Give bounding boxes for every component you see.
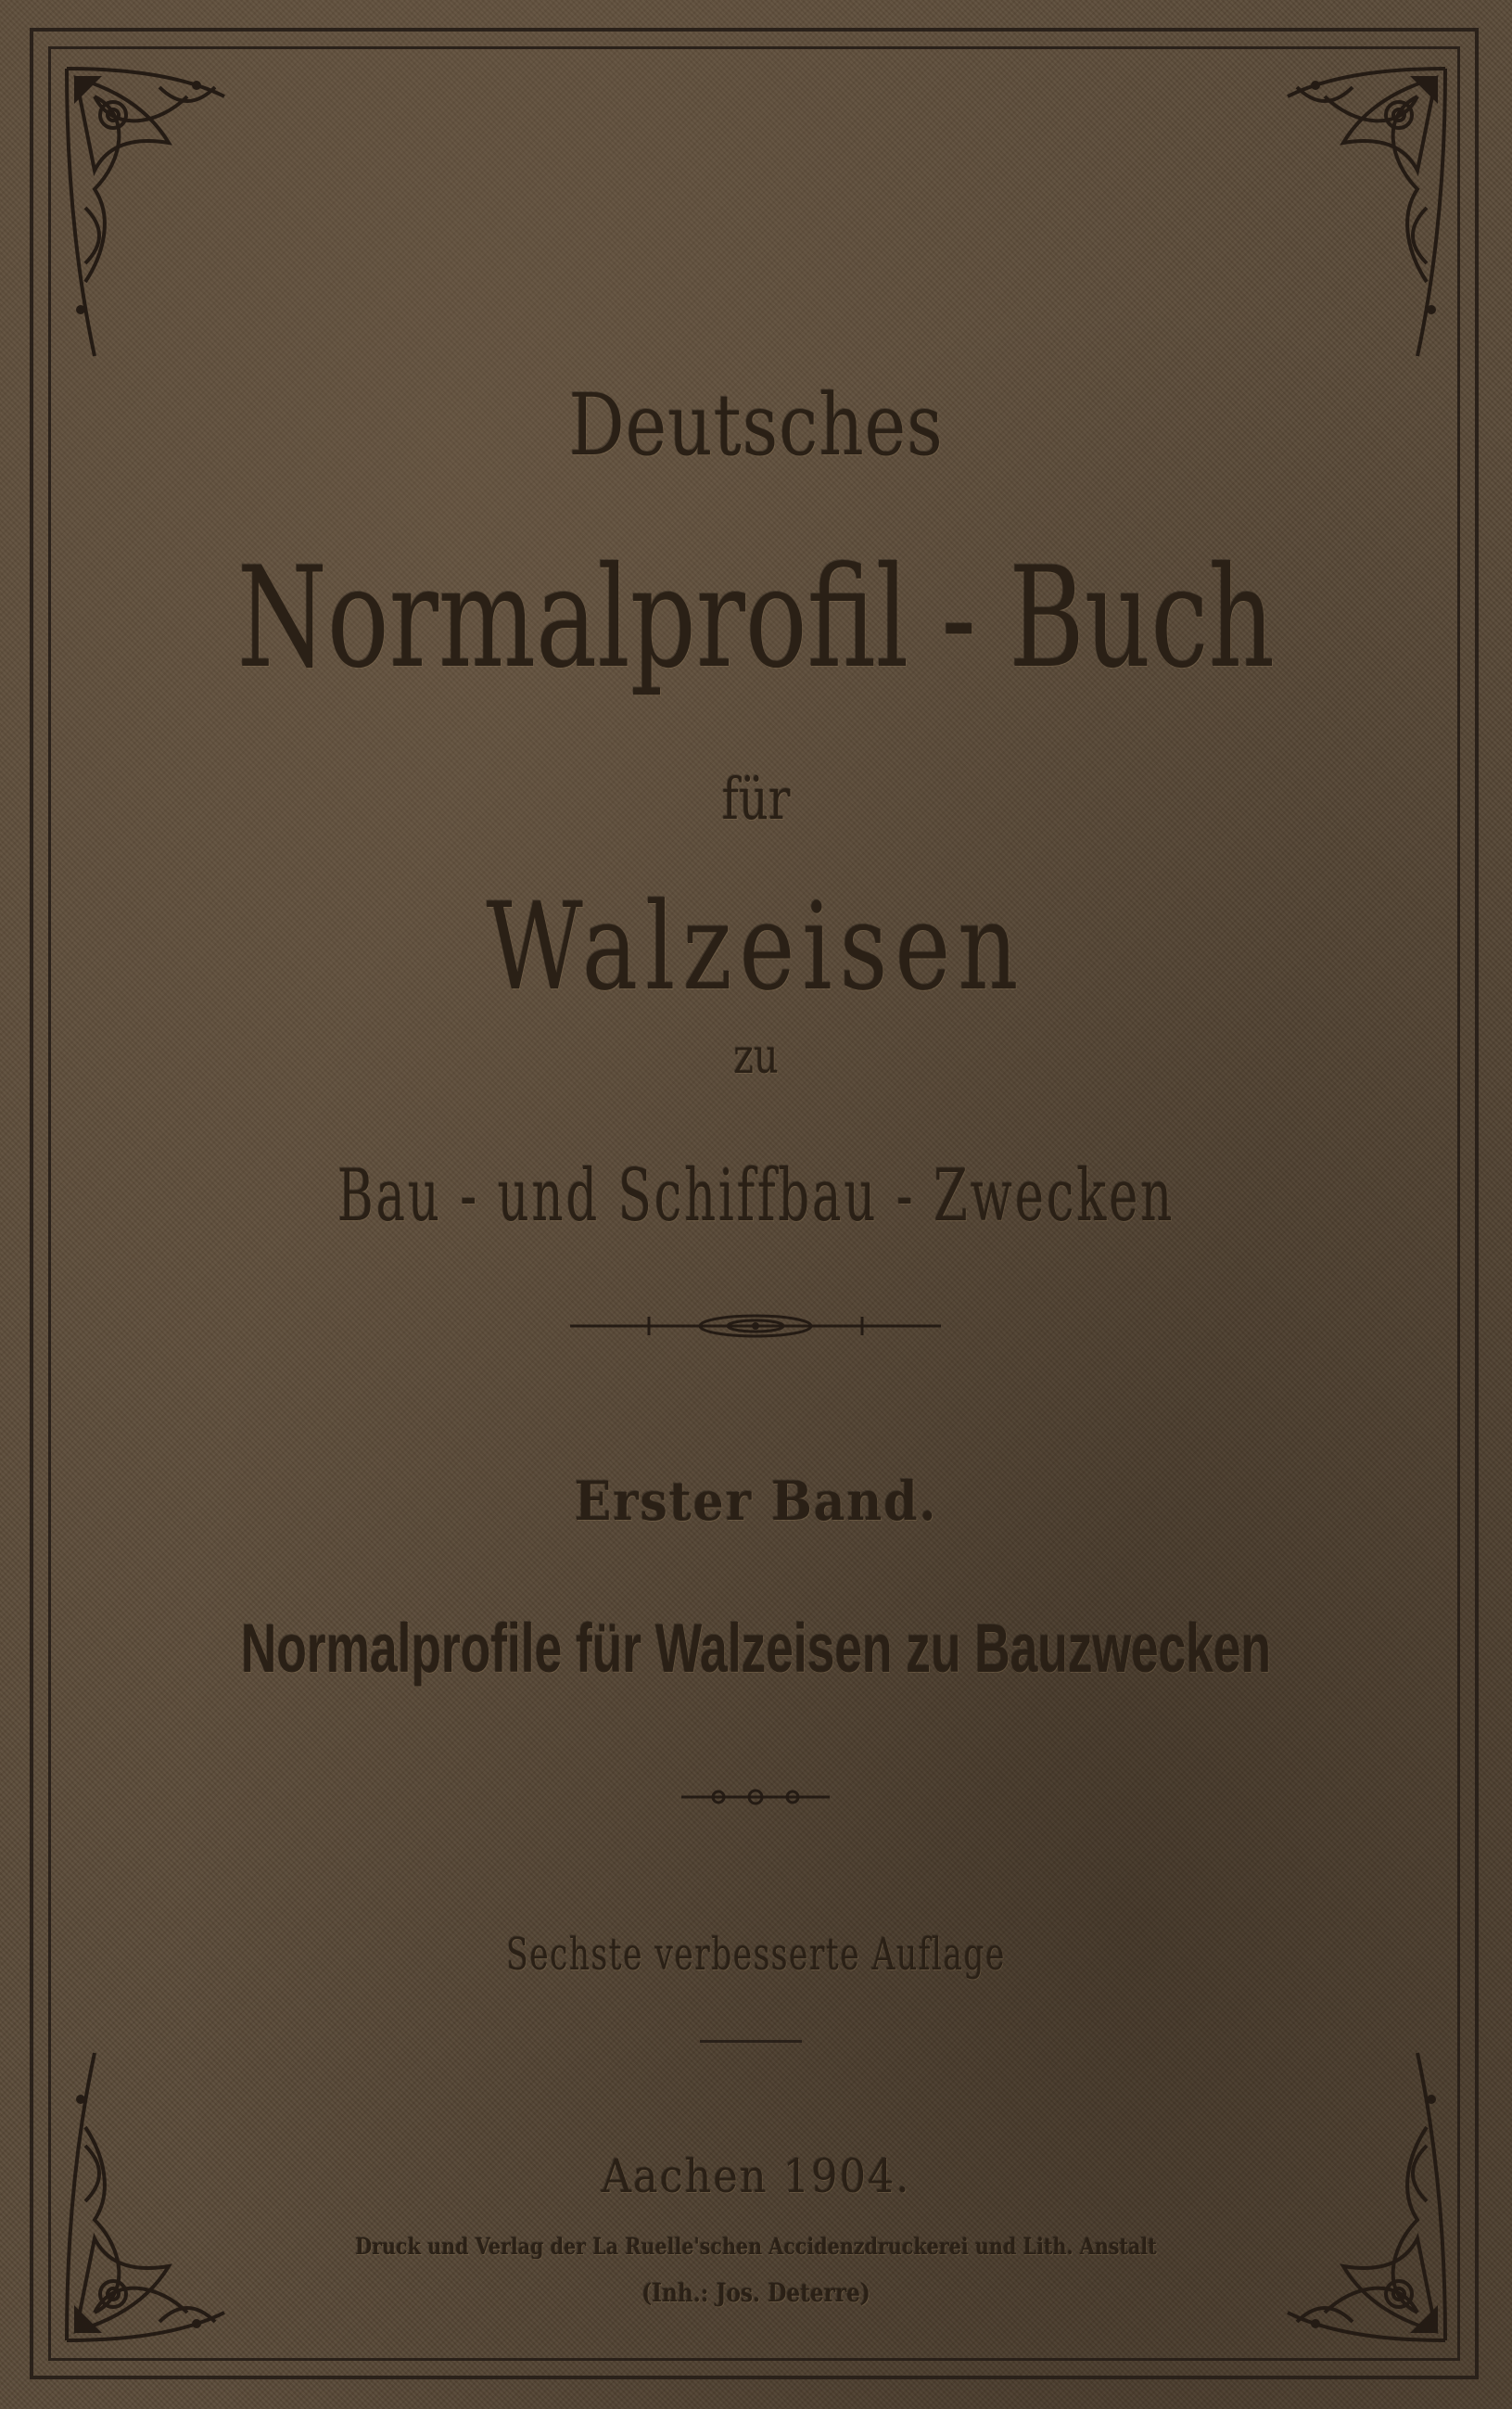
place-year: Aachen 1904. xyxy=(601,2149,911,2203)
corner-ornament-top-left-icon xyxy=(57,59,234,365)
subtitle: Normalprofile für Walzeisen zu Bauzwecken xyxy=(240,1610,1272,1687)
publisher-line: Druck und Verlag der La Ruelle'schen Accidenzdruckerei und Lith. Anstalt xyxy=(355,2233,1157,2260)
title-line-fuer: für xyxy=(721,765,791,833)
title-line-walzeisen: Walzeisen xyxy=(486,876,1026,1017)
title-line-normalprofil-buch: Normalprofil - Buch xyxy=(236,538,1276,699)
corner-ornament-top-right-icon xyxy=(1278,59,1455,365)
divider-ornament-icon xyxy=(0,1307,1512,1345)
owner-line: (Inh.: Jos. Deterre) xyxy=(642,2279,870,2308)
title-line-bau-schiffbau: Bau - und Schiffbau - Zwecken xyxy=(337,1154,1175,1238)
volume-label: Erster Band. xyxy=(574,1470,938,1533)
small-divider-ornament-icon xyxy=(0,1778,1512,1816)
title-line-deutsches: Deutsches xyxy=(568,376,944,475)
edition-label: Sechste verbesserte Auflage xyxy=(506,1929,1006,1981)
short-rule xyxy=(700,2040,802,2043)
title-line-zu: zu xyxy=(733,1029,779,1085)
